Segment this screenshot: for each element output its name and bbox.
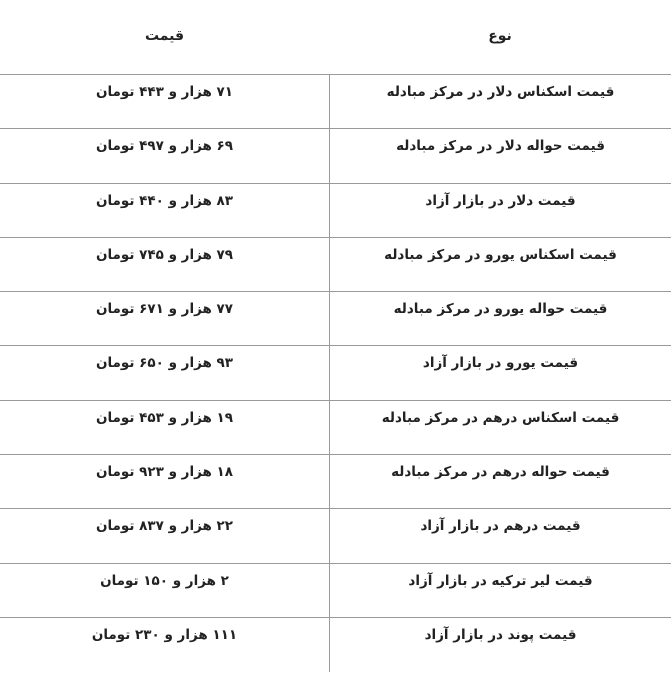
row-type-cell: قیمت یورو در بازار آزاد <box>329 346 671 399</box>
row-price-cell: ۸۳ هزار و ۴۴۰ تومان <box>95 192 234 209</box>
row-price-cell: ۱۱۱ هزار و ۲۳۰ تومان <box>91 626 238 643</box>
row-price-cell: ۲ هزار و ۱۵۰ تومان <box>100 572 229 589</box>
table-row <box>0 184 671 238</box>
row-type-cell: قیمت پوند در بازار آزاد <box>329 618 671 672</box>
row-type-cell: قیمت حواله درهم در مرکز مبادله <box>329 455 671 508</box>
table-row <box>0 75 671 129</box>
row-type-cell: قیمت اسکناس دلار در مرکز مبادله <box>329 75 671 128</box>
row-price-cell: ۱۹ هزار و ۴۵۳ تومان <box>95 409 234 426</box>
row-type-cell: قیمت درهم در بازار آزاد <box>329 509 671 562</box>
row-price-cell: ۱۸ هزار و ۹۲۳ تومان <box>95 464 234 481</box>
row-price-cell: ۷۹ هزار و ۷۴۵ تومان <box>95 246 234 263</box>
table-row <box>0 509 671 563</box>
table-row <box>0 238 671 292</box>
table-row <box>0 455 671 509</box>
row-type-cell: قیمت حواله یورو در مرکز مبادله <box>329 292 671 345</box>
table-row <box>0 346 671 400</box>
table-row <box>0 401 671 455</box>
row-type-cell: قیمت اسکناس یورو در مرکز مبادله <box>329 238 671 291</box>
table-row <box>0 292 671 346</box>
row-price-cell: ۷۷ هزار و ۶۷۱ تومان <box>95 301 234 318</box>
row-type-cell: قیمت حواله دلار در مرکز مبادله <box>329 129 671 182</box>
header-price: قیمت <box>144 28 185 44</box>
row-type-cell: قیمت لیر ترکیه در بازار آزاد <box>329 564 671 617</box>
table-header-row <box>0 0 671 75</box>
row-type-cell: قیمت دلار در بازار آزاد <box>329 184 671 237</box>
row-price-cell: ۹۳ هزار و ۶۵۰ تومان <box>95 355 234 372</box>
table-body <box>0 75 671 672</box>
row-price-cell: ۲۲ هزار و ۸۳۷ تومان <box>95 518 234 535</box>
table-row <box>0 618 671 672</box>
header-type: نوع <box>488 28 512 44</box>
row-price-cell: ۷۱ هزار و ۴۴۳ تومان <box>95 84 234 100</box>
row-price-cell: ۶۹ هزار و ۴۹۷ تومان <box>95 138 234 155</box>
table-row <box>0 129 671 183</box>
row-type-cell: قیمت اسکناس درهم در مرکز مبادله <box>329 401 671 454</box>
table-row <box>0 564 671 618</box>
